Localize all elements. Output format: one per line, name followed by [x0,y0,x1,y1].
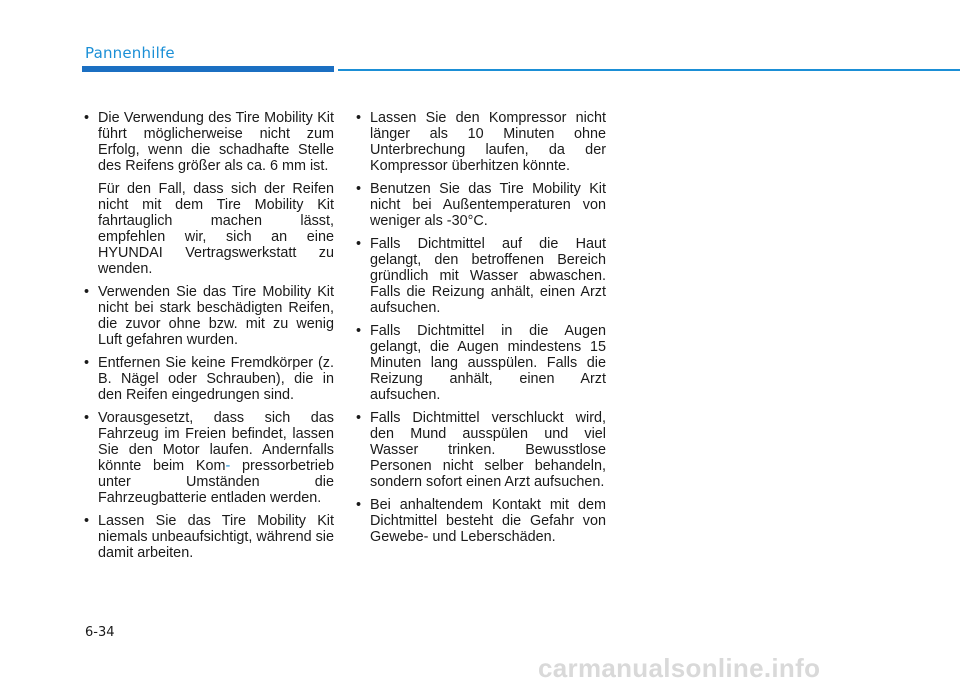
list-item: • Lassen Sie das Tire Mobility Kit niemals unbeaufsichtigt, während sie damit arbeiten. [84,513,334,561]
list-item [84,110,334,277]
list-item: • Bei anhaltendem Kontakt mit dem Dichtmittel besteht die Gefahr von Gewebe- und Leberschäden. [356,497,606,545]
page-number: 6-34 [85,625,115,640]
section-title: Pannenhilfe [85,44,175,62]
watermark-text: carmanualsonline.info [538,653,821,683]
list-item-paragraph: Für den Fall, dass sich der Reifen nicht mit dem Tire Mobility Kit fahrtauglich machen lässt, empfehlen wir, sich an eine HYUNDAI Vertragswerkstatt zu wenden. [98,181,334,277]
list-item: • Benutzen Sie das Tire Mobility Kit nicht bei Außentemperaturen von weniger als -30°C. [356,181,606,229]
list-item: • Falls Dichtmittel verschluckt wird, den Mund ausspülen und viel Wasser trinken. Bewusstlose Personen nicht selber behandeln, sondern sofort einen Arzt aufsuchen. [356,410,606,490]
list-item: • Entfernen Sie keine Fremdkörper (z. B. Nägel oder Schrauben), die in den Reifen eingedrungen sind. [84,355,334,403]
list-item: • Verwenden Sie das Tire Mobility Kit nicht bei stark beschädigten Reifen, die zuvor ohne bzw. mit zu wenig Luft gefahren wurden. [84,284,334,348]
list-item-text: Vorausgesetzt, dass sich das Fahrzeug im Freien befindet, lassen Sie den Motor laufen. Andernfalls könnte beim Kom [98,410,334,474]
header-rule-thick [82,66,334,72]
hyphen-mark: - [225,458,231,474]
list-item: • Falls Dichtmittel auf die Haut gelangt, den betroffenen Bereich gründlich mit Wasser abwaschen. Falls die Reizung anhält, einen Arzt aufsuchen. [356,236,606,316]
list-item: • Falls Dichtmittel in die Augen gelangt, die Augen mindestens 15 Minuten lang ausspülen. Falls die Reizung anhält, einen Arzt aufsuchen. [356,323,606,403]
list-item-text: pressorbetrieb unter Umständen die Fahrzeugbatterie entladen werden. [98,458,335,506]
right-bullet-list [356,110,606,545]
list-item [84,410,334,506]
list-item-text: • Die Verwendung des Tire Mobility Kit führt möglicherweise nicht zum Erfolg, wenn die schadhafte Stelle des Reifens größer als ca. 6 mm ist. [98,110,334,174]
list-item: • Lassen Sie den Kompressor nicht länger als 10 Minuten ohne Unterbrechung laufen, da der Kompressor überhitzen könnte. [356,110,606,174]
left-bullet-list [84,110,334,561]
right-column [356,110,606,552]
left-column [84,110,334,568]
header-rule-thin [338,69,960,71]
